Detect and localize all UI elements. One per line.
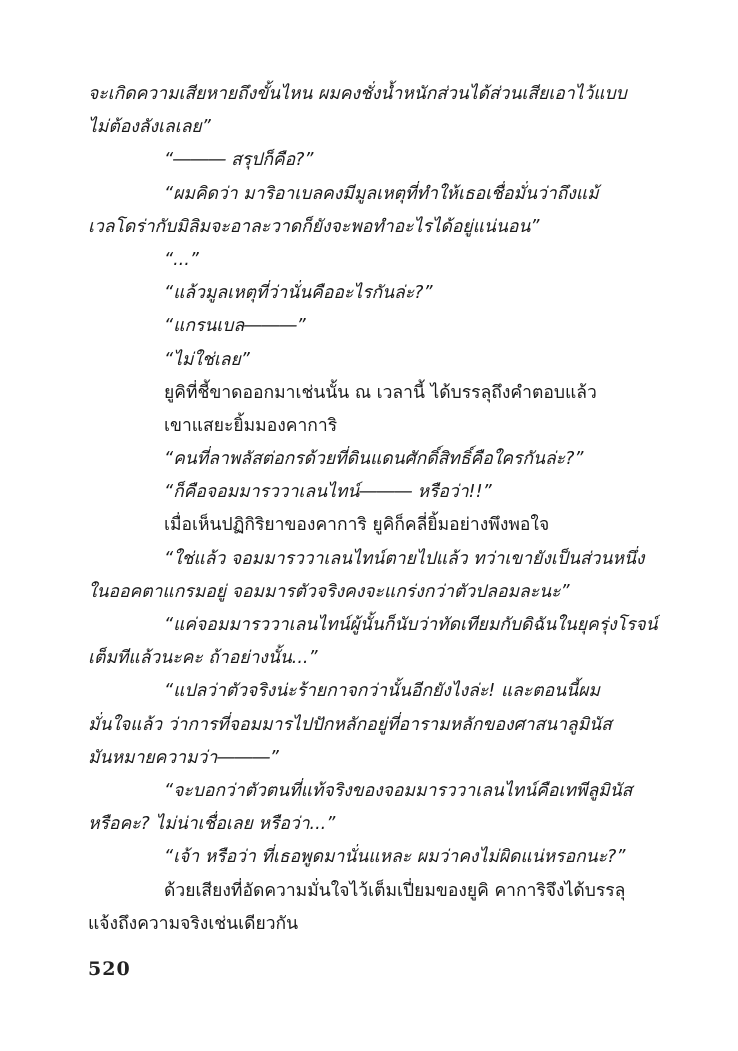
text-line: “แปลว่าตัวจริงน่ะร้ายกาจกว่านั้นอีกยังไงล่ะ! และตอนนี้ผม xyxy=(164,681,600,702)
text-line: “แค่จอมมารววาเลนไทน์ผู้นั้นก็นับว่าทัดเทียมกับดิฉันในยุครุ่งโรจน์ xyxy=(164,615,658,635)
text-line: “ก็คือจอมมารววาเลนไทน์――― หรือว่า!!” xyxy=(164,482,492,503)
text-line: “แกรนเบล―――” xyxy=(164,316,306,337)
text-line: มั่นใจแล้ว ว่าการที่จอมมารไปปักหลักอยู่ที่อารามหลักของศาสนาลูมินัส xyxy=(88,714,612,735)
body-text xyxy=(88,78,660,941)
text-line: จะเกิดความเสียหายถึงขั้นไหน ผมคงชั่งน้ำหนักส่วนได้ส่วนเสียเอาไว้แบบ xyxy=(88,84,627,104)
text-line: “แล้วมูลเหตุที่ว่านั่นคืออะไรกันล่ะ?” xyxy=(164,283,433,304)
text-line: ไม่ต้องลังเลเลย” xyxy=(88,117,211,138)
text-line: “คนที่ลาพลัสต่อกรด้วยที่ดินแดนศักดิ์สิทธิ์คือใครกันล่ะ?” xyxy=(164,449,584,470)
text-line: “――― สรุปก็คือ?” xyxy=(164,150,314,171)
text-line: หรือคะ? ไม่น่าเชื่อเลย หรือว่า...” xyxy=(88,814,336,835)
page-number: 520 xyxy=(88,958,131,980)
text-line: ในออคตาแกรมอยู่ จอมมารตัวจริงคงจะแกร่งกว่าตัวปลอมละนะ” xyxy=(88,581,570,602)
text-line: เขาแสยะยิ้มมองคาการิ xyxy=(164,415,338,436)
text-line: แจ้งถึงความจริงเช่นเดียวกัน xyxy=(88,913,299,934)
text-line: เมื่อเห็นปฏิกิริยาของคาการิ ยูคิก็คลี่ยิ้มอย่างพึงพอใจ xyxy=(164,515,550,536)
text-line: ด้วยเสียงที่อัดความมั่นใจไว้เต็มเปี่ยมของยูคิ คาการิจึงได้บรรลุ xyxy=(164,880,626,901)
text-line: “ใช่แล้ว จอมมารววาเลนไทน์ตายไปแล้ว ทว่าเขายังเป็นส่วนหนึ่ง xyxy=(164,548,645,569)
text-line: “จะบอกว่าตัวตนที่แท้จริงของจอมมารววาเลนไทน์คือเทพีลูมินัส xyxy=(164,780,633,801)
text-line: เต็มทีแล้วนะคะ ถ้าอย่างนั้น...” xyxy=(88,648,318,669)
text-line: “เจ้า หรือว่า ที่เธอพูดมานั่นแหละ ผมว่าคงไม่ผิดแน่หรอกนะ?” xyxy=(164,847,626,868)
text-line: “ผมคิดว่า มาริอาเบลคงมีมูลเหตุที่ทำให้เธอเชื่อมั่นว่าถึงแม้ xyxy=(164,183,599,204)
text-line: “ไม่ใช่เลย” xyxy=(164,349,250,370)
text-line: ยูคิที่ชี้ขาดออกมาเช่นนั้น ณ เวลานี้ ได้บรรลุถึงคำตอบแล้ว xyxy=(164,382,597,403)
text-line: มันหมายความว่า―――” xyxy=(88,747,279,768)
text-line: เวลโดร่ากับมิลิมจะอาละวาดก็ยังจะพอทำอะไรได้อยู่แน่นอน” xyxy=(88,216,540,237)
text-line: “...” xyxy=(164,249,199,270)
